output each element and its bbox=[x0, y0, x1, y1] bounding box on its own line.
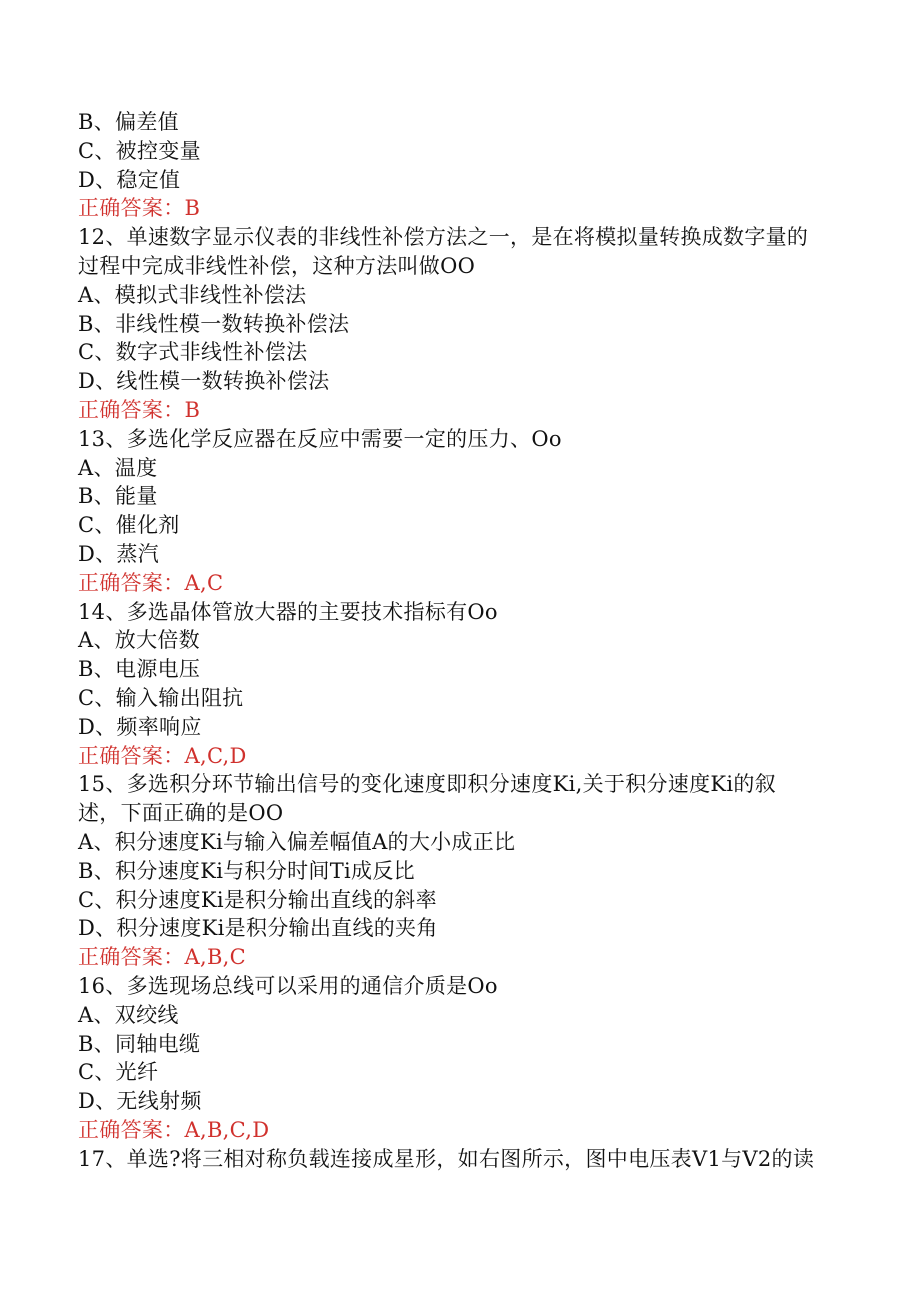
question-line: 12、单速数字显示仪表的非线性补偿方法之一，是在将模拟量转换成数字量的 bbox=[78, 225, 809, 250]
question-line: 13、多选化学反应器在反应中需要一定的压力、Oo bbox=[78, 426, 562, 451]
option-line: B、偏差值 bbox=[78, 110, 179, 134]
answer-label: 正确答案： bbox=[78, 945, 185, 970]
option-line: B、非线性模一数转换补偿法 bbox=[78, 311, 350, 336]
option-line: D、频率响应 bbox=[78, 714, 202, 739]
question-line: 17、单选?将三相对称负载连接成星形，如右图所示，图中电压表V1与V2的读 bbox=[78, 1146, 815, 1171]
option-line: C、光纤 bbox=[78, 1060, 159, 1085]
answer-value: B bbox=[184, 196, 201, 221]
option-line: B、积分速度Ki与积分时间Ti成反比 bbox=[78, 858, 415, 883]
option-line: B、电源电压 bbox=[78, 657, 201, 682]
option-line: A、温度 bbox=[78, 455, 158, 480]
option-line: A、模拟式非线性补偿法 bbox=[78, 282, 307, 307]
answer-value: A,B,C,D bbox=[184, 1117, 270, 1142]
option-line: A、双绞线 bbox=[78, 1002, 179, 1027]
answer-value: A,B,C bbox=[184, 945, 247, 970]
answer-value: B bbox=[184, 397, 201, 422]
answer-value: A,C,D bbox=[184, 743, 247, 768]
question-line: 15、多选积分环节输出信号的变化速度即积分速度Ki,关于积分速度Ki的叙 bbox=[78, 772, 777, 797]
question-line: 14、多选晶体管放大器的主要技术指标有Oo bbox=[78, 599, 498, 624]
option-line: D、积分速度Ki是积分输出直线的夹角 bbox=[78, 916, 438, 941]
option-line: A、放大倍数 bbox=[78, 628, 200, 653]
option-line: A、积分速度Ki与输入偏差幅值A的大小成正比 bbox=[78, 829, 516, 854]
question-line: 述，下面正确的是OO bbox=[78, 801, 284, 826]
option-line: B、同轴电缆 bbox=[78, 1031, 201, 1056]
answer-label: 正确答案： bbox=[78, 196, 185, 221]
option-line: D、无线射频 bbox=[78, 1089, 202, 1114]
option-line: D、稳定值 bbox=[78, 167, 181, 192]
document-page bbox=[78, 108, 848, 1173]
answer-label: 正确答案： bbox=[78, 743, 185, 768]
option-line: D、线性模一数转换补偿法 bbox=[78, 369, 330, 394]
answer-line bbox=[78, 742, 848, 771]
option-line: C、积分速度Ki是积分输出直线的斜率 bbox=[78, 887, 437, 912]
answer-line bbox=[78, 943, 848, 972]
answer-value: A,C bbox=[184, 570, 224, 595]
answer-line bbox=[78, 569, 848, 598]
question-line: 过程中完成非线性补偿，这种方法叫做OO bbox=[78, 253, 476, 278]
answer-line bbox=[78, 396, 848, 425]
option-line: C、数字式非线性补偿法 bbox=[78, 340, 308, 365]
option-line: C、输入输出阻抗 bbox=[78, 685, 244, 710]
option-line: B、能量 bbox=[78, 484, 158, 509]
answer-line bbox=[78, 1116, 848, 1145]
option-line: C、被控变量 bbox=[78, 138, 201, 163]
answer-label: 正确答案： bbox=[78, 397, 185, 422]
answer-label: 正确答案： bbox=[78, 570, 185, 595]
answer-label: 正确答案： bbox=[78, 1117, 185, 1142]
answer-line bbox=[78, 194, 848, 223]
option-line: D、蒸汽 bbox=[78, 541, 160, 566]
question-line: 16、多选现场总线可以采用的通信介质是Oo bbox=[78, 973, 498, 998]
option-line: C、催化剂 bbox=[78, 513, 180, 538]
